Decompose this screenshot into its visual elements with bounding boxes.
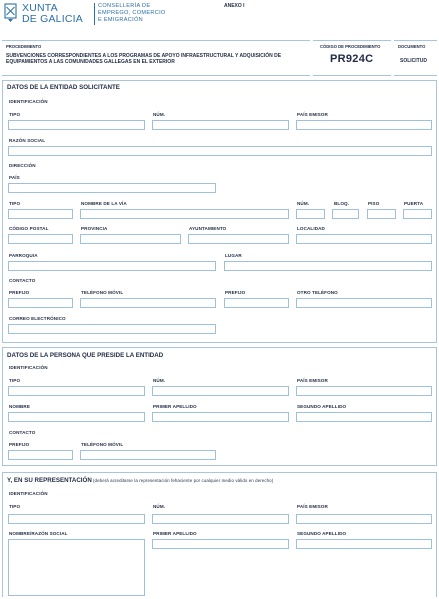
s1-prefijo-field[interactable] bbox=[8, 298, 73, 308]
procedimiento-text-2: EQUIPAMIENTOS A LAS COMUNIDADES GALLEGAS EN EL EXTERIOR bbox=[6, 59, 175, 65]
s1-pais-emisor-field[interactable] bbox=[296, 120, 432, 130]
s1-pais-field[interactable] bbox=[8, 183, 216, 193]
xunta-logo bbox=[4, 2, 96, 26]
s3-tipo-field[interactable] bbox=[8, 514, 145, 524]
s1-nombre-via-label: NOMBRE DE LA VÍA bbox=[81, 201, 127, 206]
s1-num-label: NÚM. bbox=[153, 112, 166, 117]
logo-line-1: XUNTA bbox=[22, 2, 58, 14]
conselleria-line-3: E EMIGRACIÓN bbox=[98, 17, 143, 23]
s1-prefijo-2-label: PREFIJO bbox=[225, 290, 246, 295]
s2-segundo-apellido-field[interactable] bbox=[296, 412, 432, 422]
s2-tipo-label: TIPO bbox=[9, 378, 21, 383]
s3-identificacion-label: IDENTIFICACIÓN bbox=[9, 491, 48, 496]
documento-value: SOLICITUD bbox=[400, 58, 427, 64]
s1-ayuntamiento-label: AYUNTAMIENTO bbox=[189, 226, 227, 231]
conselleria-line-2: EMPREGO, COMERCIO bbox=[98, 10, 166, 16]
s3-segundo-apellido-field[interactable] bbox=[296, 539, 432, 549]
s1-telefono-movil-label: TELÉFONO MÓVIL bbox=[81, 290, 124, 295]
s3-nombre-razon-label: NOMBRE/RAZÓN SOCIAL bbox=[9, 531, 68, 536]
s1-razon-social-label: RAZÓN SOCIAL bbox=[9, 138, 46, 143]
s1-tipo-field[interactable] bbox=[8, 120, 145, 130]
conselleria-line-1: CONSELLERÍA DE bbox=[98, 3, 151, 9]
s3-tipo-label: TIPO bbox=[9, 504, 21, 509]
s1-correo-field[interactable] bbox=[8, 324, 216, 334]
codigo-value: PR924C bbox=[330, 53, 374, 65]
s1-otro-telefono-label: OTRO TELÉFONO bbox=[297, 290, 338, 295]
s2-nombre-label: NOMBRE bbox=[9, 404, 31, 409]
documento-label: DOCUMENTO bbox=[398, 44, 426, 49]
s2-segundo-apellido-label: SEGUNDO APELLIDO bbox=[297, 404, 347, 409]
s1-tipo-via-field[interactable] bbox=[8, 209, 73, 219]
s1-bloq-field[interactable] bbox=[332, 209, 359, 219]
s2-num-field[interactable] bbox=[152, 386, 289, 396]
s3-primer-apellido-field[interactable] bbox=[152, 539, 289, 549]
s1-prefijo-2-field[interactable] bbox=[224, 298, 289, 308]
s1-parroquia-field[interactable] bbox=[8, 261, 216, 271]
logo-line-2: DE GALICIA bbox=[22, 13, 83, 25]
s2-telefono-movil-label: TELÉFONO MÓVIL bbox=[81, 442, 124, 447]
s1-puerta-label: PUERTA bbox=[404, 201, 424, 206]
s2-pais-emisor-label: PAÍS EMISOR bbox=[297, 378, 328, 383]
s1-bloq-label: BLOQ. bbox=[334, 201, 350, 206]
s2-primer-apellido-label: PRIMER APELLIDO bbox=[153, 404, 197, 409]
section-persona-preside bbox=[2, 347, 437, 466]
s3-segundo-apellido-label: SEGUNDO APELLIDO bbox=[297, 531, 347, 536]
s2-pais-emisor-field[interactable] bbox=[296, 386, 432, 396]
section-2-title: DATOS DE LA PERSONA QUE PRESIDE LA ENTIDAD bbox=[7, 352, 164, 359]
section-3-note: (deberá acreditarse la representación fehaciente por cualquier medio válido en derecho) bbox=[93, 478, 274, 483]
s1-razon-social-field[interactable] bbox=[8, 146, 432, 156]
s1-lugar-label: LUGAR bbox=[225, 253, 242, 258]
s2-num-label: NÚM. bbox=[153, 378, 166, 383]
s1-otro-telefono-field[interactable] bbox=[296, 298, 432, 308]
s3-pais-emisor-label: PAÍS EMISOR bbox=[297, 504, 328, 509]
procedimiento-label: PROCEDIMIENTO bbox=[6, 44, 42, 49]
codigo-label: CÓDIGO DE PROCEDIMIENTO bbox=[320, 44, 381, 49]
anexo-label: ANEXO I bbox=[224, 3, 245, 9]
s1-pais-label: PAÍS bbox=[9, 175, 20, 180]
s2-nombre-field[interactable] bbox=[8, 412, 145, 422]
s1-codigo-postal-label: CÓDIGO POSTAL bbox=[9, 226, 49, 231]
s1-identificacion-label: IDENTIFICACIÓN bbox=[9, 99, 48, 104]
s2-telefono-movil-field[interactable] bbox=[80, 450, 216, 460]
s1-piso-field[interactable] bbox=[367, 209, 396, 219]
s1-tipo-label: TIPO bbox=[9, 112, 21, 117]
s1-parroquia-label: PARROQUIA bbox=[9, 253, 38, 258]
s1-lugar-field[interactable] bbox=[224, 261, 432, 271]
s3-num-field[interactable] bbox=[152, 514, 289, 524]
s1-num-field[interactable] bbox=[152, 120, 289, 130]
s2-contacto-label: CONTACTO bbox=[9, 430, 36, 435]
s3-nombre-razon-field[interactable] bbox=[8, 539, 145, 596]
s1-provincia-label: PROVINCIA bbox=[81, 226, 108, 231]
procedimiento-text-1: SUBVENCIONES CORRESPONDIENTES A LOS PROGRAMAS DE APOYO INFRAESTRUCTURAL Y ADQUISICIÓN DE bbox=[6, 53, 282, 59]
s1-contacto-label: CONTACTO bbox=[9, 278, 36, 283]
section-1-title: DATOS DE LA ENTIDAD SOLICITANTE bbox=[7, 84, 120, 91]
s1-provincia-field[interactable] bbox=[80, 234, 181, 244]
s1-direccion-label: DIRECCIÓN bbox=[9, 163, 36, 168]
s3-primer-apellido-label: PRIMER APELLIDO bbox=[153, 531, 197, 536]
s3-num-label: NÚM. bbox=[153, 504, 166, 509]
s1-codigo-postal-field[interactable] bbox=[8, 234, 73, 244]
xunta-logo-mark bbox=[4, 3, 18, 23]
section-3-title: Y, EN SU REPRESENTACIÓN bbox=[7, 477, 92, 484]
s1-piso-label: PISO bbox=[368, 201, 380, 206]
s1-correo-label: CORREO ELECTRÓNICO bbox=[9, 316, 66, 321]
s1-localidad-label: LOCALIDAD bbox=[297, 226, 325, 231]
s1-tipo-via-label: TIPO bbox=[9, 201, 21, 206]
s2-primer-apellido-field[interactable] bbox=[152, 412, 289, 422]
s2-prefijo-label: PREFIJO bbox=[9, 442, 30, 447]
s1-nombre-via-field[interactable] bbox=[80, 209, 289, 219]
s3-pais-emisor-field[interactable] bbox=[296, 514, 432, 524]
s1-telefono-movil-field[interactable] bbox=[80, 298, 216, 308]
s1-num-via-field[interactable] bbox=[296, 209, 325, 219]
s2-prefijo-field[interactable] bbox=[8, 450, 73, 460]
s1-prefijo-label: PREFIJO bbox=[9, 290, 30, 295]
s1-puerta-field[interactable] bbox=[403, 209, 432, 219]
s2-identificacion-label: IDENTIFICACIÓN bbox=[9, 365, 48, 370]
s1-localidad-field[interactable] bbox=[296, 234, 432, 244]
s1-num-via-label: NÚM. bbox=[297, 201, 310, 206]
s1-pais-emisor-label: PAÍS EMISOR bbox=[297, 112, 328, 117]
logo-divider bbox=[94, 3, 95, 25]
s1-ayuntamiento-field[interactable] bbox=[188, 234, 289, 244]
s2-tipo-field[interactable] bbox=[8, 386, 145, 396]
